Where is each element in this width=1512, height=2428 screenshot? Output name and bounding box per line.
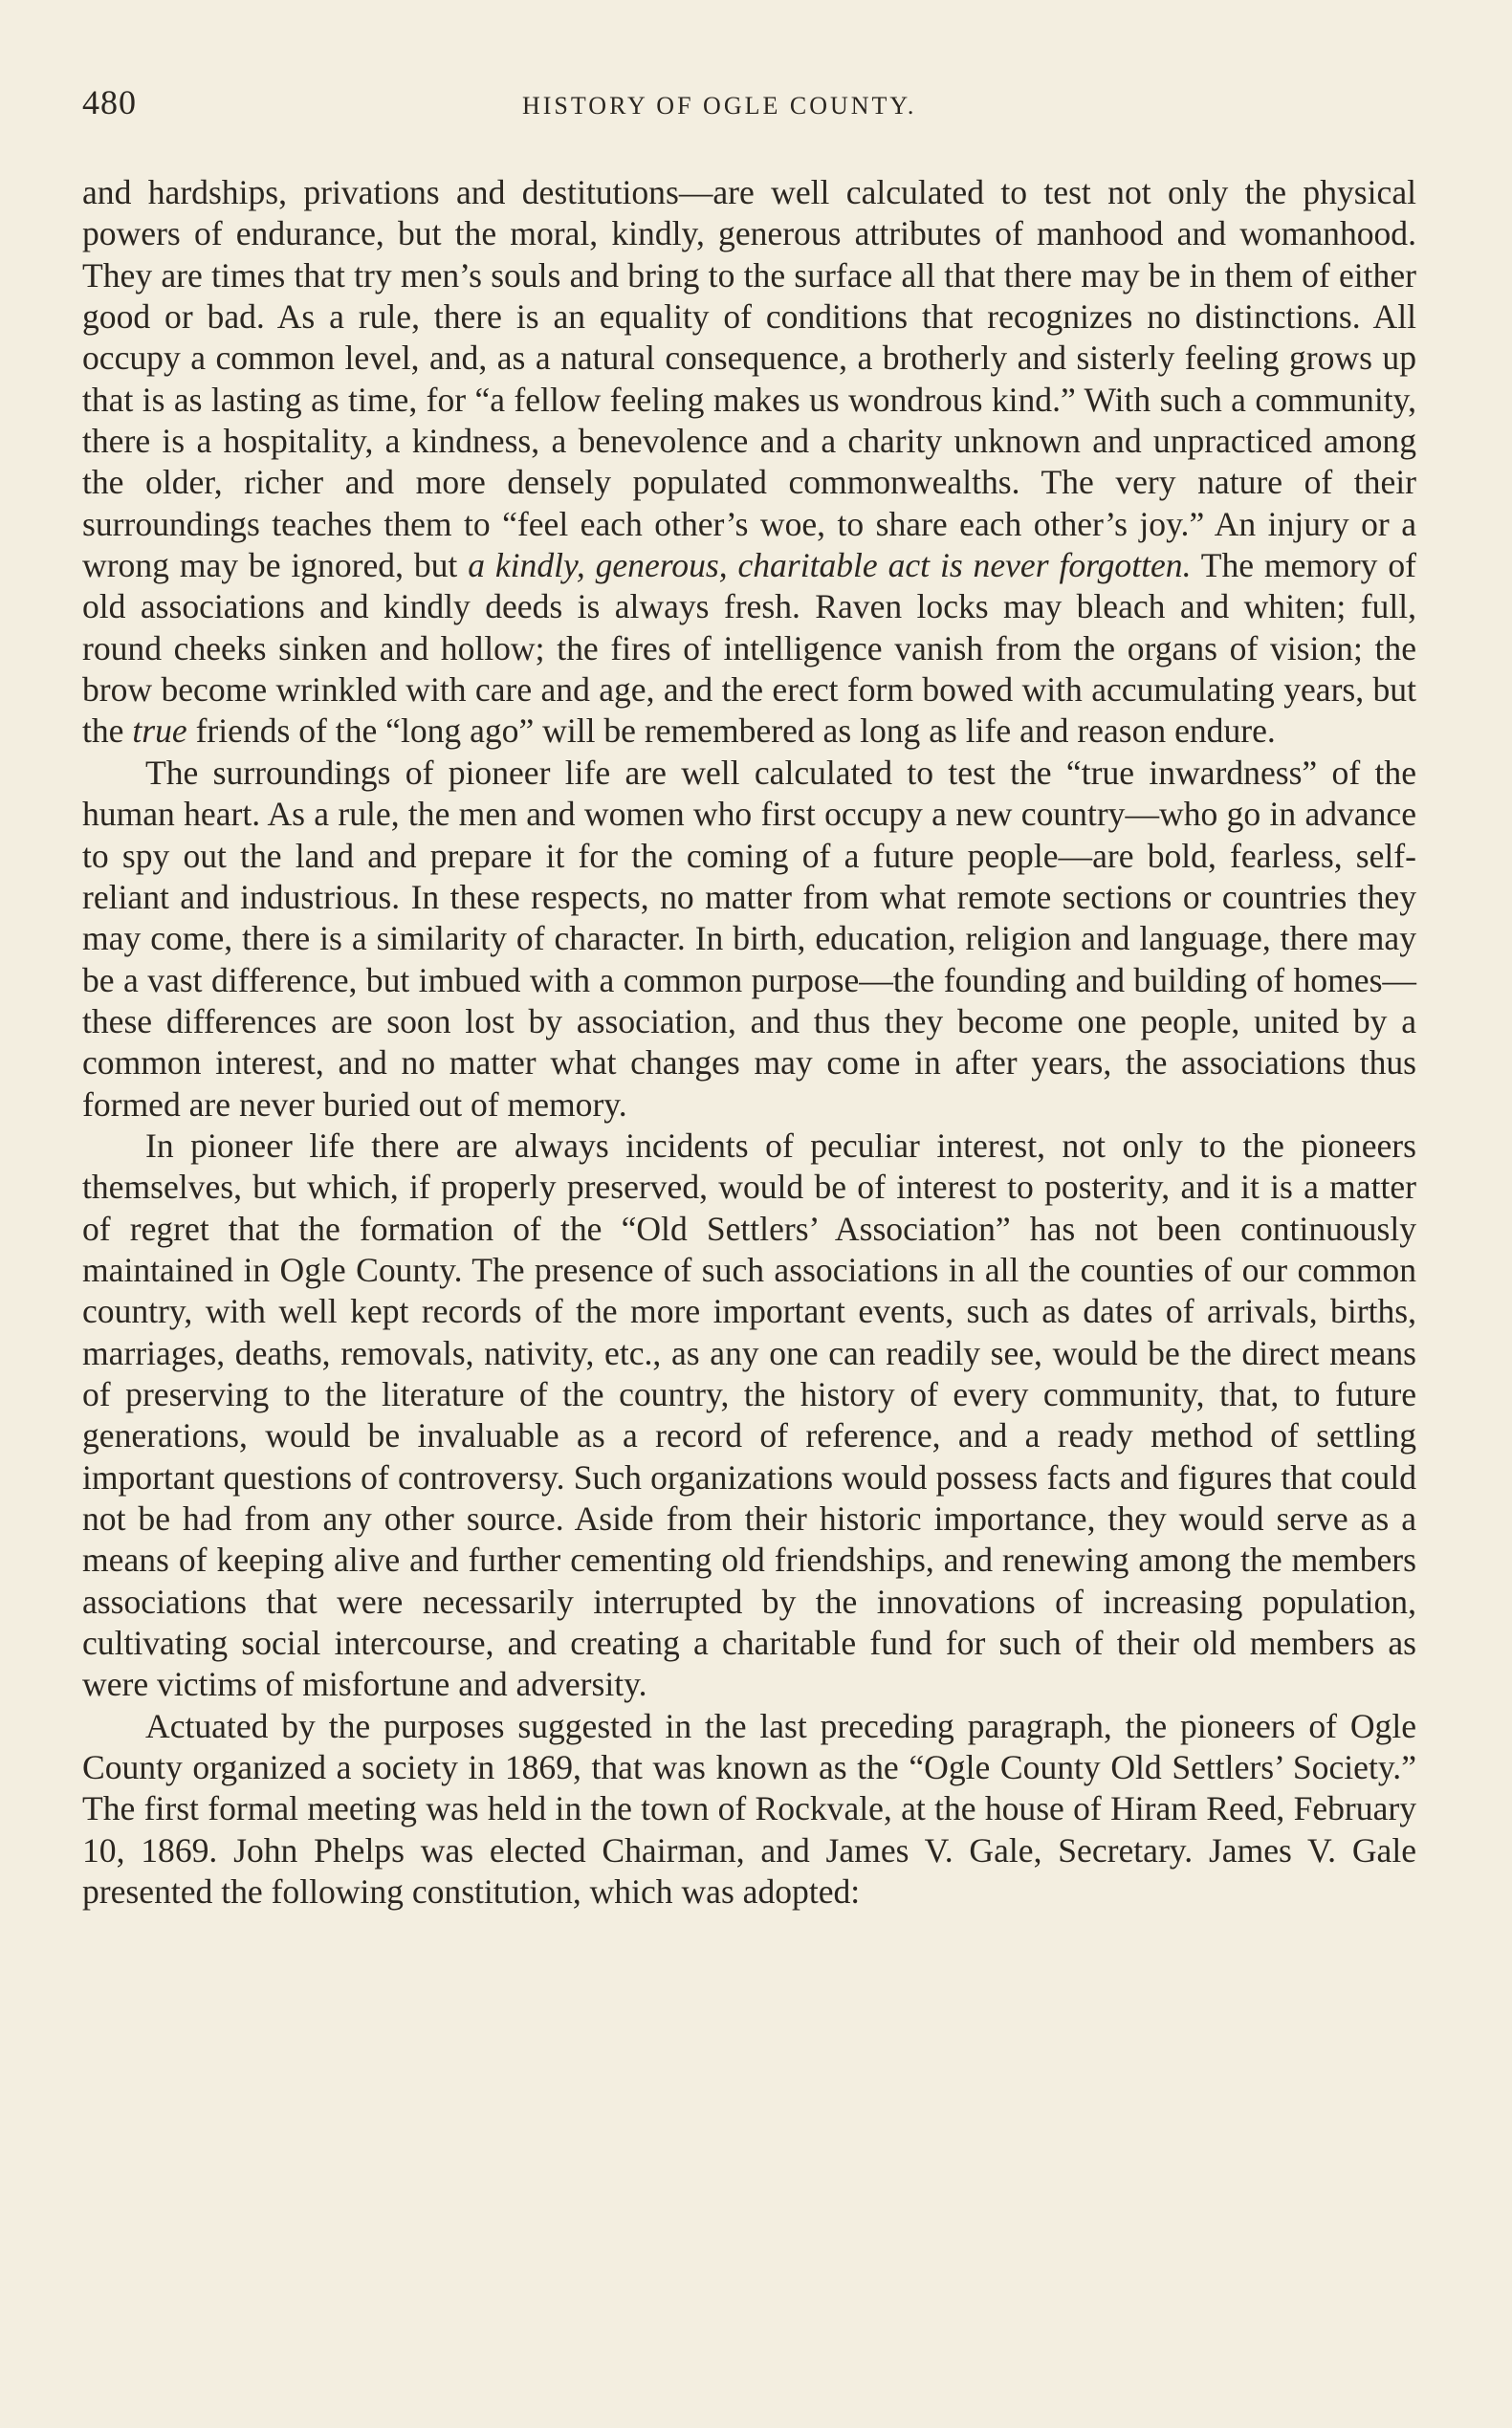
italic-word: true <box>132 711 187 751</box>
paragraph-2 <box>82 753 1416 1126</box>
paragraph-text: The memory of old associations and kindly deeds is always fresh. Raven locks may bleach and whiten; full, round cheeks sinken and hollow; the fires of intelligence vanish from the organs of vision; the brow become wrinkled with care and age, and the erect form bowed with accumulating years, but the <box>82 546 1416 751</box>
paragraph-3 <box>82 1126 1416 1706</box>
page-number: 480 <box>82 83 137 121</box>
paragraph-text: The surroundings of pioneer life are well calculated to test the “true inwardness” of the human heart. As a rule, the men and women who first occupy a new country—who go in advance to spy out the land and prepare it for the coming of a future people—are bold, fearless, self-reliant and industrious. In these respects, no matter from what remote sections or countries they may come, there is a similarity of character. In birth, education, religion and language, there may be a vast difference, but imbued with a common purpose—the founding and building of homes—these differences are soon lost by association, and thus they become one people, united by a common interest, and no matter what changes may come in after years, the associations thus formed are never buried out of memory. <box>82 753 1416 1124</box>
italic-phrase: a kindly, generous, charitable act is never forgotten. <box>468 546 1192 585</box>
running-head: HISTORY OF OGLE COUNTY. <box>522 92 917 120</box>
paragraph-text: Actuated by the purposes suggested in the last preceding paragraph, the pioneers of Ogle County organized a society in 1869, that was known as the “Ogle County Old Settlers’ Society.” The first formal meeting was held in the town of Rockvale, at the house of Hiram Reed, February 10, 1869. John Phelps was elected Chairman, and James V. Gale, Secretary. James V. Gale presented the following constitution, which was adopted: <box>82 1706 1416 1912</box>
page-header <box>82 82 1416 140</box>
paragraph-1 <box>82 172 1416 753</box>
paragraph-text: and hardships, privations and destitutions—are well calculated to test not only the physical powers of endurance, but the moral, kindly, generous attributes of manhood and womanhood. They are times that try men’s souls and bring to the surface all that there may be in them of either good or bad. As a rule, there is an equality of conditions that recognizes no distinctions. All occupy a common level, and, as a natural consequence, a brotherly and sisterly feeling grows up that is as lasting as time, for “a fellow feeling makes us wondrous kind.” With such a community, there is a hospitality, a kindness, a benevolence and a charity unknown and unpracticed among the older, richer and more densely populated commonwealths. The very nature of their surroundings teaches them to “feel each other’s woe, to share each other’s joy.” An injury or a wrong may be ignored, but <box>82 173 1416 585</box>
body-text <box>82 172 1416 1913</box>
paragraph-text: friends of the “long ago” will be remembered as long as life and reason endure. <box>186 711 1276 751</box>
paragraph-text: In pioneer life there are always incidents of peculiar interest, not only to the pioneers themselves, but which, if properly preserved, would be of interest to posterity, and it is a matter of regret that the formation of the “Old Settlers’ Association” has not been continuously maintained in Ogle County. The presence of such associations in all the counties of our common country, with well kept records of the more important events, such as dates of arrivals, births, marriages, deaths, removals, nativity, etc., as any one can readily see, would be the direct means of preserving to the literature of the country, the history of every community, that, to future generations, would be invaluable as a record of reference, and a ready method of settling important questions of controversy. Such organizations would possess facts and figures that could not be had from any other source. Aside from their historic importance, they would serve as a means of keeping alive and further cementing old friendships, and renewing among the members associations that were necessarily interrupted by the innovations of increasing population, cultivating social intercourse, and creating a charitable fund for such of their old members as were victims of misfortune and adversity. <box>82 1126 1416 1704</box>
paragraph-4 <box>82 1706 1416 1914</box>
